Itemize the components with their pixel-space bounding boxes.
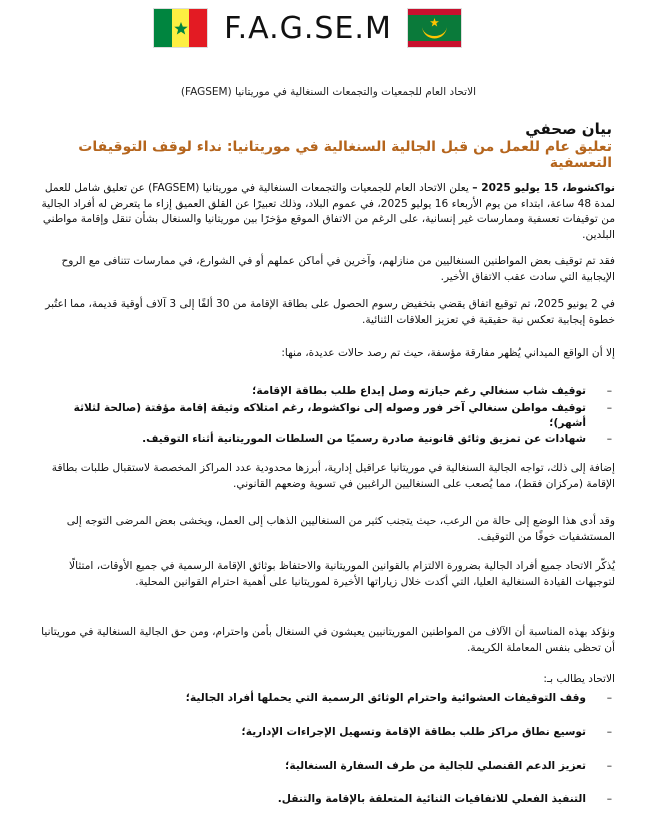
case-list-item: – شهادات عن تمزيق وثائق قانونية صادرة رسميًا من السلطات الموريتانية أثناء التوقيف. xyxy=(142,433,612,445)
paragraph-reminder: يُذكّر الاتحاد جميع أفراد الجالية بضرورة الالتزام بالقوانين الموريتانية والاحتفاظ بوثائق الإقامة الرسمية في جميع الأوقات، امتثالًا لتوجيهات القيادة السنغالية العليا، التي أكدت خلال زياراتها الأخيرة لموريتانيا على أهمية احترام القوانين المحلية. xyxy=(69,560,615,588)
document-title: بيان صحفي xyxy=(525,120,612,138)
paragraph-reciprocity: ونؤكد بهذه المناسبة أن الآلاف من المواطنين الموريتانيين يعيشون في السنغال بأمن واحترام، ومن حق الجالية السنغالية في موريتانيا أن تحظى بنفس المعاملة الكريمة. xyxy=(41,626,615,654)
intro-text: يعلن الاتحاد العام للجمعيات والتجمعات السنغالية في موريتانيا (FAGSEM) عن تعليق شامل للعمل لمدة 48 ساعة، ابتداء من يوم الأربعاء 16 يوليو 2025، في عموم البلاد، وذلك تعبيرًا عن القلق العميق إزاء ما يتعرض له أفراد الجالية من توقيفات تعسفية وممارسات غير إنسانية، على الرغم من الاتفاق الموقع مؤخرًا بين موريتانيا والسنغال بشأن تنقل وإقامة مواطني البلدين. xyxy=(41,182,615,241)
case-list-item: – توقيف شاب سنغالي رغم حيازته وصل إيداع طلب بطاقة الإقامة؛ xyxy=(252,385,612,397)
senegal-flag-icon xyxy=(153,8,208,48)
paragraph-reality: إلا أن الواقع الميداني يُظهر مفارقة مؤسفة، حيث تم رصد حالات عديدة، منها: xyxy=(281,347,615,359)
union-name: الاتحاد العام للجمعيات والتجمعات السنغالية في موريتانيا (FAGSEM) xyxy=(180,86,476,98)
brand-logo-text: F.A.G.SE.M xyxy=(224,11,392,46)
demand-list-item: – التنفيذ الفعلي للاتفاقيات الثنائية المتعلقة بالإقامة والتنقل. xyxy=(277,793,612,805)
paragraph-fear: وقد أدى هذا الوضع إلى حالة من الرعب، حيث يتجنب كثير من السنغاليين الذهاب إلى العمل، ويخشى بعض المرضى التوجه إلى المستشفيات خوفًا من التوقيف. xyxy=(66,515,615,543)
paragraph-intro xyxy=(40,181,615,243)
demands-intro: الاتحاد يطالب بـ: xyxy=(543,673,615,685)
dateline: نواكشوط، 15 يوليو 2025 – xyxy=(472,182,615,194)
demand-list-item: – وقف التوقيفات العشوائية واحترام الوثائق الرسمية التي يحملها أفراد الجالية؛ xyxy=(185,692,612,704)
paragraph-obstacles: إضافة إلى ذلك، تواجه الجالية السنغالية في موريتانيا عراقيل إدارية، أبرزها محدودية عدد المراكز المخصصة لاستقبال طلبات بطاقة الإقامة (مركزان فقط)، مما يُصعب على السنغاليين الراغبين في تسوية وضعهم القانوني. xyxy=(51,462,615,490)
demand-list-item: – توسيع نطاق مراكز طلب بطاقة الإقامة وتسهيل الإجراءات الإدارية؛ xyxy=(241,726,612,738)
mauritania-flag-icon xyxy=(407,8,462,48)
paragraph-agreement: في 2 يونيو 2025، تم توقيع اتفاق يقضي بتخفيض رسوم الحصول على بطاقة الإقامة من 30 ألفًا إلى 3 آلاف أوقية قديمة، مما اعتُبر خطوة إيجابية تعكس نية حقيقية في تعزيز العلاقات الثنائية. xyxy=(45,298,615,326)
case-list-item: – توقيف مواطن سنغالي آخر فور وصوله إلى نواكشوط، رغم امتلاكه وثيقة إقامة مؤقتة (صالحة لثلاثة أشهر)؛ xyxy=(73,402,612,429)
document-subtitle: تعليق عام للعمل من قبل الجالية السنغالية في موريتانيا: نداء لوقف التوقيفات التعسفية xyxy=(78,139,612,171)
letterhead xyxy=(0,8,657,50)
demand-list-item: – تعزيز الدعم القنصلي للجالية من طرف السفارة السنغالية؛ xyxy=(285,760,612,772)
paragraph-arrests: فقد تم توقيف بعض المواطنين السنغاليين من منازلهم، وآخرين في أماكن عملهم أو في الشوارع، في ممارسات تتنافى مع الروح الإيجابية التي سادت عقب الاتفاق الأخير. xyxy=(61,255,615,283)
